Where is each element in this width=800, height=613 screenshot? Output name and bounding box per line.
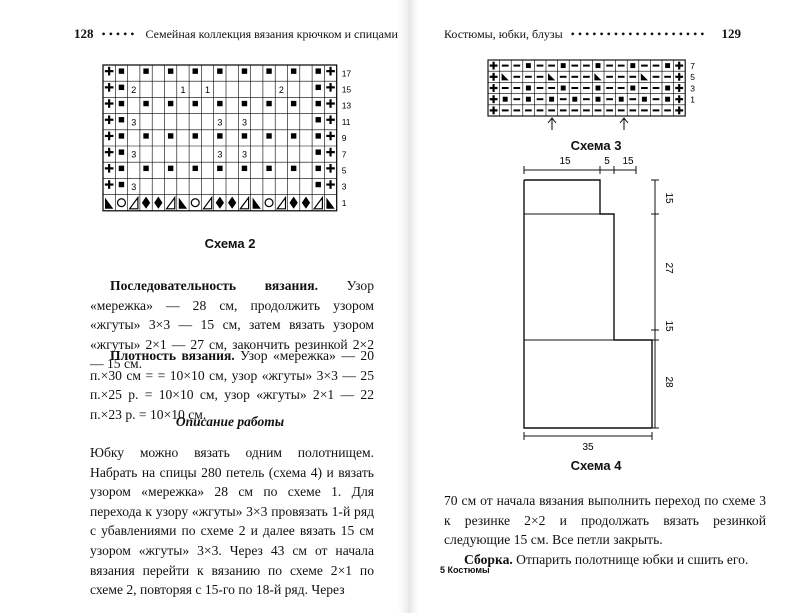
square-symbol <box>217 133 222 138</box>
right-running-head <box>444 26 741 42</box>
square-symbol <box>242 101 247 106</box>
square-symbol <box>242 166 247 171</box>
dim-side-2: 27 <box>663 262 674 274</box>
work-text: Юбку можно вязать одним полотнищем. Набрать на спицы 280 петель (схема 4) и вязать узором «мережка» 28 см по схеме 1. Для перехода к узору «жгуты» 3×3 провязать 1-й ряд с убавлениями по схеме 2 и далее вязать 15 см узором «жгуты» 3×3. Через 43 см от начала вязания перейти к вязанию по схеме 2×1 по схеме 2, повторяя с 15-го по 18-й ряд. Через <box>90 445 374 598</box>
square-symbol <box>193 101 198 106</box>
row-label: 13 <box>341 100 352 111</box>
square-symbol <box>242 133 247 138</box>
square-symbol <box>316 85 321 90</box>
square-symbol <box>596 86 601 91</box>
scheme-3-row-labels <box>690 61 695 105</box>
right-page-paragraph <box>444 491 766 569</box>
square-symbol <box>526 86 531 91</box>
square-symbol <box>193 166 198 171</box>
square-symbol <box>596 63 601 68</box>
chart-cell-number: 3 <box>131 182 137 193</box>
square-symbol <box>316 149 321 154</box>
scheme-3-caption: Схема 3 <box>570 138 622 153</box>
square-symbol <box>119 68 124 73</box>
square-symbol <box>168 166 173 171</box>
row-label: 15 <box>341 84 352 95</box>
left-running-title: Семейная коллекция вязания крючком и спицами <box>145 27 398 41</box>
square-symbol <box>143 101 148 106</box>
row-label: 7 <box>690 60 695 71</box>
left-page-number: 128 <box>74 26 94 41</box>
row-label: 1 <box>341 197 347 208</box>
work-description-title: Описание работы <box>175 414 285 429</box>
dots-decoration: ••••••••••••••••••• <box>570 27 708 41</box>
square-symbol <box>217 68 222 73</box>
row-label: 9 <box>341 133 347 144</box>
chart-cell-number: 3 <box>217 117 223 128</box>
square-symbol <box>561 63 566 68</box>
square-symbol <box>119 166 124 171</box>
square-symbol <box>596 97 601 102</box>
sequence-text: Узор «мережка» — 28 см, продолжить узором «жгуты» 3×3 — 15 см, затем вязать узором «жгуты» 2×1 — 27 см, закончить резинкой 2×2 — 15 см. <box>90 278 374 372</box>
scheme-2-row-labels <box>342 68 352 208</box>
dim-bottom: 35 <box>582 442 594 450</box>
scheme-2-caption: Схема 2 <box>204 236 256 251</box>
density-label: Плотность вязания. <box>110 348 235 363</box>
chart-cell-number: 1 <box>180 84 186 95</box>
square-symbol <box>291 166 296 171</box>
square-symbol <box>630 63 635 68</box>
square-symbol <box>291 68 296 73</box>
assembly-text: Отпарить полотнище юбки и сшить его. <box>512 551 749 567</box>
square-symbol <box>168 133 173 138</box>
sequence-label: Последовательность вязания. <box>110 278 318 293</box>
skirt-outline <box>524 180 652 428</box>
square-symbol <box>561 86 566 91</box>
square-symbol <box>119 133 124 138</box>
scheme-4-caption: Схема 4 <box>570 458 622 473</box>
density-text: Узор «мережка» — 20 п.×30 см = = 10×10 см, узор «жгуты» 3×3 — 25 п.×25 р. = 10×10 см, узор «жгуты» 2×1 — 22 п.×23 р. = 10×10 см. <box>90 348 374 422</box>
square-symbol <box>119 149 124 154</box>
right-page-text: 70 см от начала вязания выполнить переход по схеме 3 к резинке 2×2 и продолжать вязать резинкой следующие 15 см. Все петли закрыть. <box>444 493 766 548</box>
square-symbol <box>316 133 321 138</box>
scheme-2-grid <box>103 65 337 211</box>
row-label: 7 <box>341 149 347 160</box>
dim-top-1: 15 <box>559 156 571 167</box>
dim-side-1: 15 <box>663 192 674 204</box>
square-symbol <box>503 97 508 102</box>
page-footer: 5 Костюмы <box>440 565 490 575</box>
chart-cell-number: 3 <box>241 117 247 128</box>
square-symbol <box>665 86 670 91</box>
square-symbol <box>143 68 148 73</box>
square-symbol <box>316 68 321 73</box>
square-symbol <box>266 133 271 138</box>
row-label: 17 <box>341 68 352 79</box>
square-symbol <box>526 97 531 102</box>
dim-top-3: 15 <box>622 156 634 167</box>
row-label: 3 <box>341 181 347 192</box>
square-symbol <box>119 117 124 122</box>
square-symbol <box>119 85 124 90</box>
scheme-4-pattern <box>410 150 800 450</box>
square-symbol <box>193 133 198 138</box>
square-symbol <box>642 97 647 102</box>
square-symbol <box>630 86 635 91</box>
left-running-head <box>74 26 398 42</box>
square-symbol <box>168 68 173 73</box>
square-symbol <box>266 101 271 106</box>
chart-cell-number: 3 <box>217 149 223 160</box>
scheme-3-grid <box>488 60 685 130</box>
dim-side-3: 15 <box>663 320 674 332</box>
row-label: 11 <box>341 116 351 127</box>
row-label: 1 <box>690 94 695 105</box>
square-symbol <box>119 101 124 106</box>
dim-top-2: 5 <box>604 156 610 167</box>
chart-cell-number: 2 <box>131 84 137 95</box>
row-label: 5 <box>341 165 347 176</box>
square-symbol <box>217 166 222 171</box>
square-symbol <box>143 166 148 171</box>
chart-cell-number: 3 <box>131 149 137 160</box>
square-symbol <box>572 97 577 102</box>
square-symbol <box>193 68 198 73</box>
square-symbol <box>119 182 124 187</box>
square-symbol <box>291 133 296 138</box>
scheme-3-chart <box>410 55 800 135</box>
right-page <box>410 0 800 613</box>
square-symbol <box>217 101 222 106</box>
density-paragraph <box>90 346 374 424</box>
assembly-label: Сборка. <box>464 551 513 567</box>
square-symbol <box>526 63 531 68</box>
chart-cell-number: 3 <box>131 117 137 128</box>
square-symbol <box>316 166 321 171</box>
work-description-text <box>90 443 374 600</box>
square-symbol <box>665 63 670 68</box>
square-symbol <box>266 166 271 171</box>
square-symbol <box>316 182 321 187</box>
row-label: 5 <box>690 72 695 83</box>
row-label: 3 <box>690 83 695 94</box>
dots-decoration: ••••• <box>101 27 138 41</box>
right-running-title: Костюмы, юбки, блузы <box>444 27 563 41</box>
square-symbol <box>316 101 321 106</box>
square-symbol <box>291 101 296 106</box>
square-symbol <box>266 68 271 73</box>
square-symbol <box>549 97 554 102</box>
square-symbol <box>665 97 670 102</box>
dim-side-4: 28 <box>663 376 674 388</box>
square-symbol <box>242 68 247 73</box>
square-symbol <box>143 133 148 138</box>
square-symbol <box>619 97 624 102</box>
chart-cell-number: 2 <box>278 84 284 95</box>
chart-cell-number: 1 <box>205 84 211 95</box>
right-page-number: 129 <box>721 26 741 41</box>
chart-cell-number: 3 <box>241 149 247 160</box>
square-symbol <box>168 101 173 106</box>
square-symbol <box>316 117 321 122</box>
